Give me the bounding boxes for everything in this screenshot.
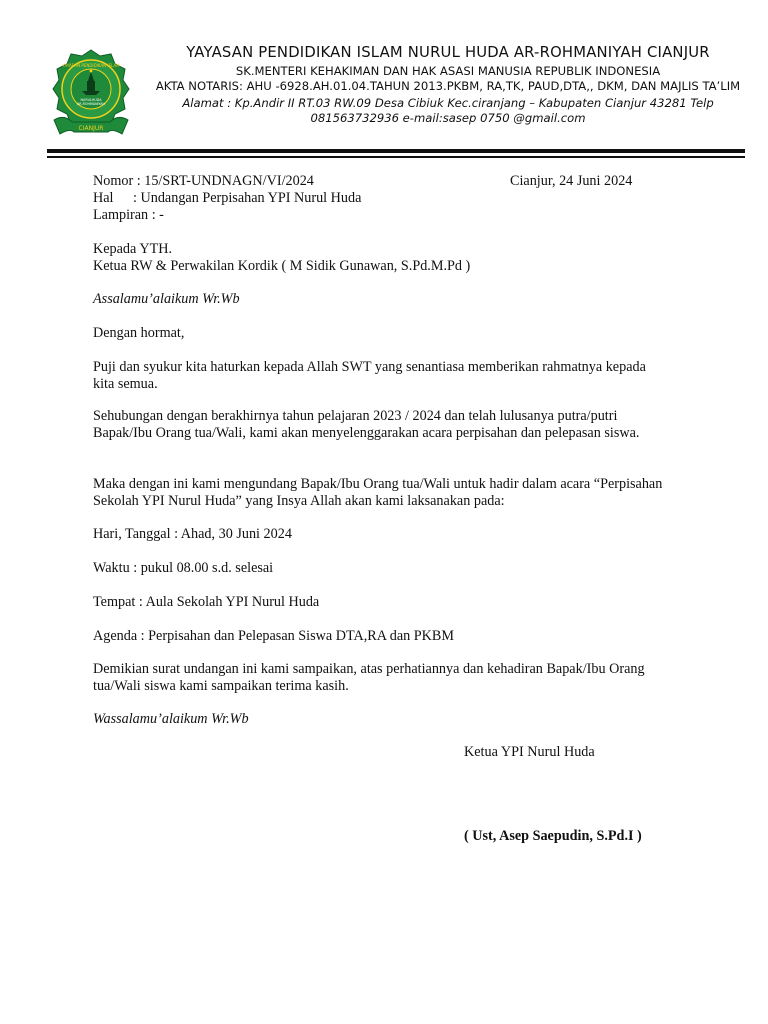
logo-inner-text-2: AR-ROHMANIYAH bbox=[77, 102, 105, 106]
opening-salutation: Assalamu’alaikum Wr.Wb bbox=[93, 291, 240, 307]
event-time: Waktu : pukul 08.00 s.d. selesai bbox=[93, 560, 274, 576]
recipient-line-2: Ketua RW & Perwakilan Kordik ( M Sidik Gunawan, S.Pd.M.Pd ) bbox=[93, 258, 471, 274]
address-line: Alamat : Kp.Andir II RT.03 RW.09 Desa Cibiuk Kec.ciranjang – Kabupaten Cianjur 43281 Telp 081563732936 e-mail:sasep 0750 @gmail.com bbox=[182, 96, 714, 125]
event-agenda: Agenda : Perpisahan dan Pelepasan Siswa DTA,RA dan PKBM bbox=[93, 628, 454, 644]
letter-number: Nomor : 15/SRT-UNDNAGN/VI/2024 bbox=[93, 173, 314, 189]
foundation-logo bbox=[50, 48, 132, 138]
signatory-title: Ketua YPI Nurul Huda bbox=[464, 744, 595, 760]
foundation-name: YAYASAN PENDIDIKAN ISLAM NURUL HUDA AR-ROHMANIYAH CIANJUR bbox=[186, 44, 710, 61]
paragraph-closing: Demikian surat undangan ini kami sampaikan, atas perhatiannya dan kehadiran Bapak/Ibu Orang tua/Wali siswa kami sampaikan terima kasih. bbox=[93, 661, 645, 694]
recipient-line-1: Kepada YTH. bbox=[93, 241, 173, 257]
paragraph-context: Sehubungan dengan berakhirnya tahun pelajaran 2023 / 2024 dan telah lulusanya putra/putri Bapak/Ibu Orang tua/Wali, kami akan menyelenggarakan acara perpisahan dan pelepasan siswa. bbox=[93, 408, 640, 441]
event-date: Hari, Tanggal : Ahad, 30 Juni 2024 bbox=[93, 526, 292, 542]
subject-row bbox=[93, 190, 361, 207]
place-date: Cianjur, 24 Juni 2024 bbox=[510, 173, 633, 189]
letterhead bbox=[148, 44, 748, 126]
closing-salutation: Wassalamu’alaikum Wr.Wb bbox=[93, 711, 249, 727]
header-divider-thick bbox=[47, 149, 745, 153]
paragraph-gratitude: Puji dan syukur kita haturkan kepada Allah SWT yang senantiasa memberikan rahmatnya kepada kita semua. bbox=[93, 359, 646, 392]
header-divider-thin bbox=[47, 156, 745, 158]
signatory-name: ( Ust, Asep Saepudin, S.Pd.I ) bbox=[464, 828, 642, 844]
ministry-decree: SK.MENTERI KEHAKIMAN DAN HAK ASASI MANUSIA REPUBLIK INDONESIA bbox=[235, 64, 661, 78]
subject-label: Hal bbox=[93, 190, 114, 206]
logo-ribbon-text: CIANJUR bbox=[78, 125, 104, 132]
attachment: Lampiran : - bbox=[93, 207, 164, 223]
notary-deed: AKTA NOTARIS: AHU -6928.AH.01.04.TAHUN 2013.PKBM, RA,TK, PAUD,DTA,, DKM, DAN MAJLIS TA’LIM bbox=[155, 79, 741, 93]
event-place: Tempat : Aula Sekolah YPI Nurul Huda bbox=[93, 594, 320, 610]
logo-ring-text: YAYASAN PENDIDIKAN ISLAM bbox=[62, 63, 120, 68]
subject-value: : Undangan Perpisahan YPI Nurul Huda bbox=[133, 190, 362, 206]
logo-inner-text-1: NURULHUDA bbox=[80, 98, 102, 102]
paragraph-invitation: Maka dengan ini kami mengundang Bapak/Ibu Orang tua/Wali untuk hadir dalam acara “Perpisahan Sekolah YPI Nurul Huda” yang Insya Allah akan kami laksanakan pada: bbox=[93, 476, 663, 509]
greeting: Dengan hormat, bbox=[93, 325, 185, 341]
